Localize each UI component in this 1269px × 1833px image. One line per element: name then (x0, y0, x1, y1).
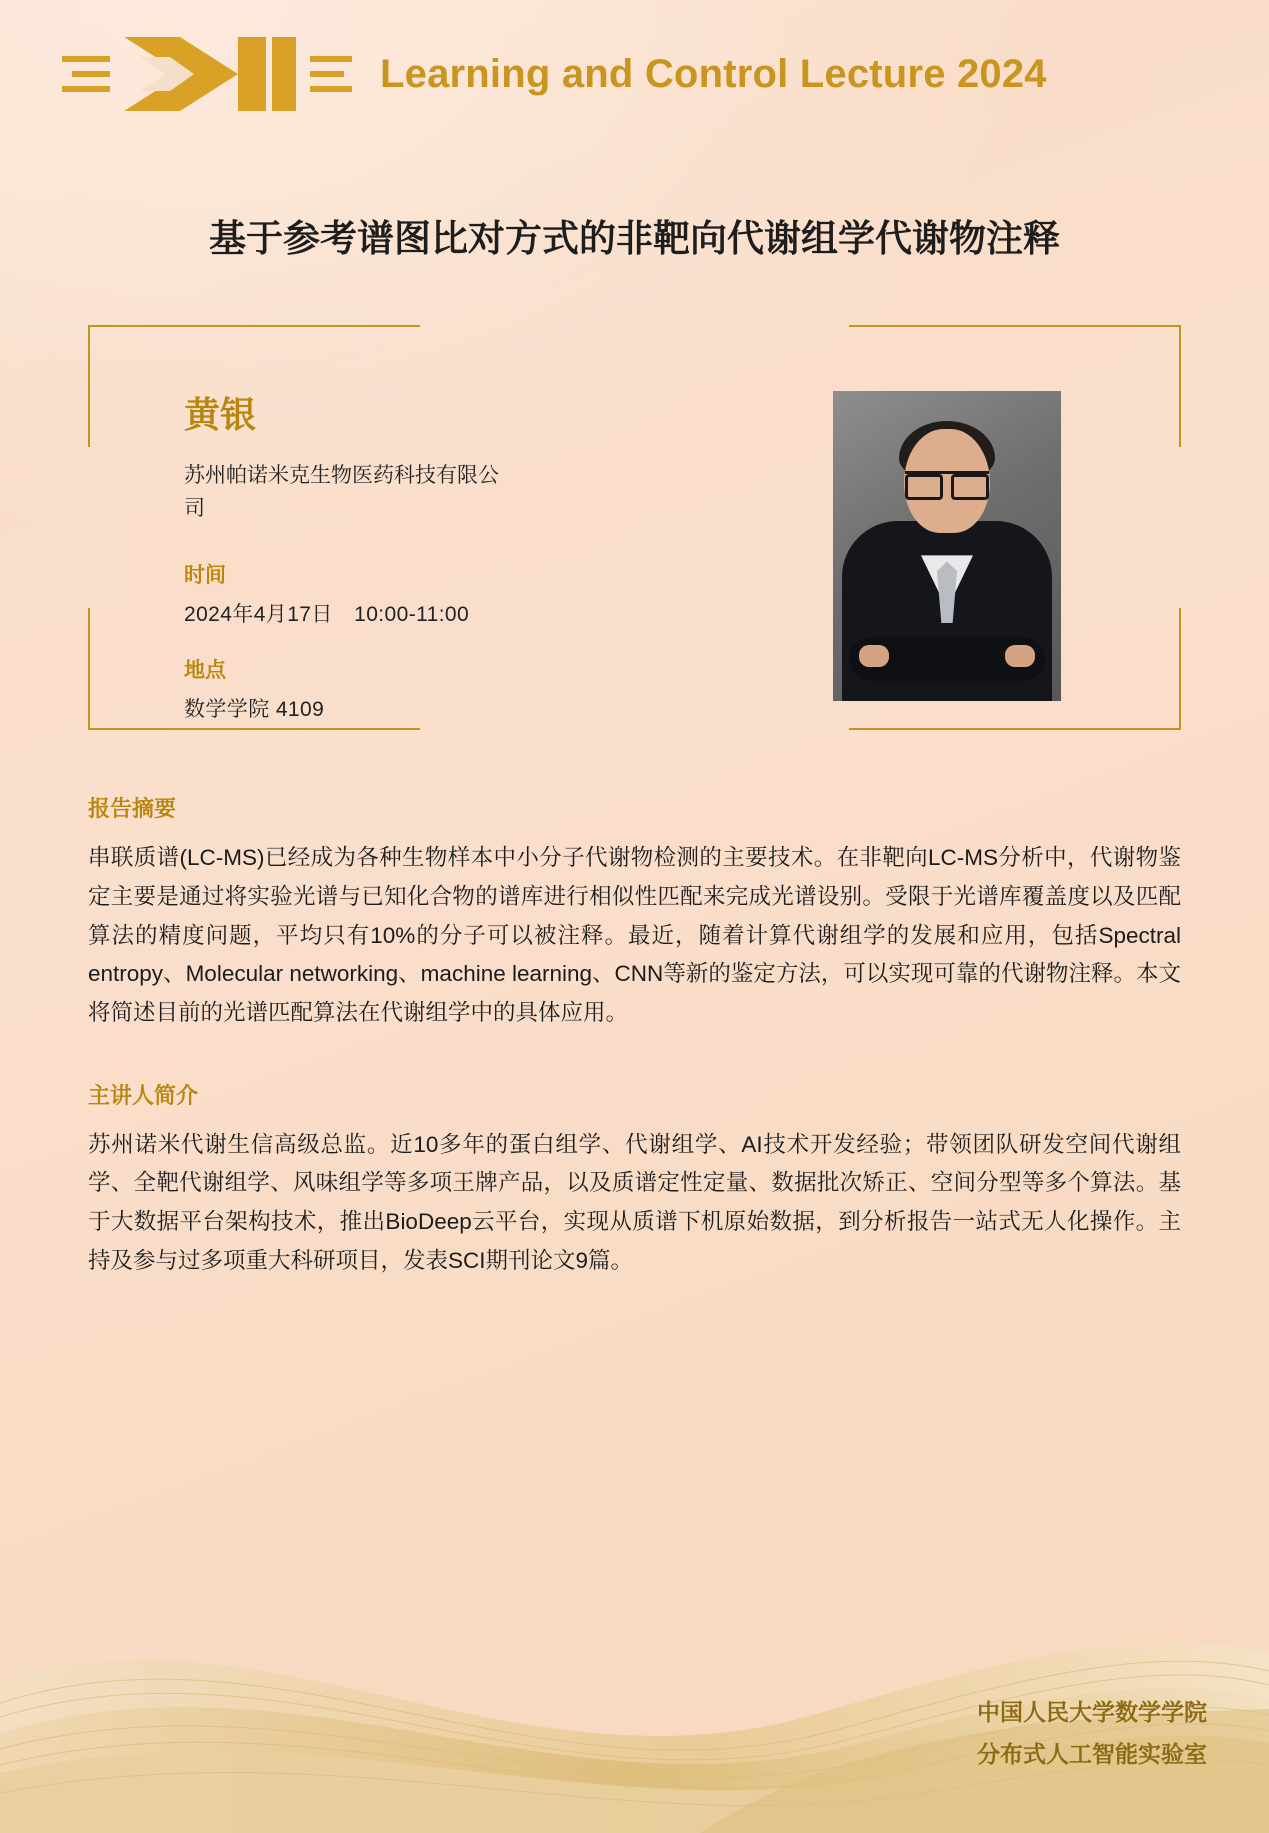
logo-left-bars-icon (62, 56, 110, 92)
time-label: 时间 (184, 564, 226, 588)
footer-wave-decoration (0, 1503, 1269, 1833)
logo-right-bars-icon (310, 56, 358, 92)
talk-title: 基于参考谱图比对方式的非靶向代谢组学代谢物注释 (209, 218, 1060, 259)
speaker-info (184, 387, 833, 722)
speaker-name: 黄银 (184, 394, 257, 436)
portrait-hand-right (1005, 645, 1035, 667)
bio-title: 主讲人简介 (88, 1082, 199, 1108)
place-value: 数学学院 4109 (184, 698, 325, 722)
place-label: 地点 (184, 659, 226, 683)
time-value: 2024年4月17日 10:00-11:00 (184, 603, 470, 627)
poster-header (0, 0, 1269, 148)
organizer-block (977, 1692, 1207, 1775)
abstract-title: 报告摘要 (88, 796, 177, 822)
rai-logo-icon (120, 31, 300, 117)
speaker-panel (88, 325, 1181, 730)
abstract-body: 串联质谱(LC-MS)已经成为各种生物样本中小分子代谢物检测的主要技术。在非靶向LC-MS分析中，代谢物鉴定主要是通过将实验光谱与已知化合物的谱库进行相似性匹配来完成光谱设别。受限于光谱库覆盖度以及匹配算法的精度问题，平均只有10%的分子可以被注释。最近，随着计算代谢组学的发展和应用，包括Spectral entropy、Molecular networking、machine learning、CNN等新的鉴定方法，可以实现可靠的代谢物注释。本文将简述目前的光谱匹配算法在代谢组学中的具体应用。 (88, 845, 1181, 1026)
lecture-series-title: Learning and Control Lecture 2024 (380, 51, 1047, 96)
bio-body: 苏州诺米代谢生信高级总监。近10多年的蛋白组学、代谢组学、AI技术开发经验；带领团队研发空间代谢组学、全靶代谢组学、风味组学等多项王牌产品，以及质谱定性定量、数据批次矫正、空间分型等多个算法。基于大数据平台架构技术，推出BioDeep云平台，实现从质谱下机原始数据，到分析报告一站式无人化操作。主持及参与过多项重大科研项目，发表SCI期刊论文9篇。 (88, 1131, 1181, 1273)
organizer-line-1: 中国人民大学数学学院 (977, 1699, 1207, 1726)
bio-section (88, 1079, 1181, 1281)
speaker-affiliation: 苏州帕诺米克生物医药科技有限公司 (184, 464, 499, 520)
poster-footer (0, 1503, 1269, 1833)
portrait-hand-left (859, 645, 889, 667)
speaker-portrait (833, 391, 1061, 701)
logo-lockup (62, 31, 358, 117)
glasses-icon (905, 471, 989, 496)
abstract-section (88, 792, 1181, 1032)
organizer-line-2: 分布式人工智能实验室 (977, 1740, 1207, 1767)
